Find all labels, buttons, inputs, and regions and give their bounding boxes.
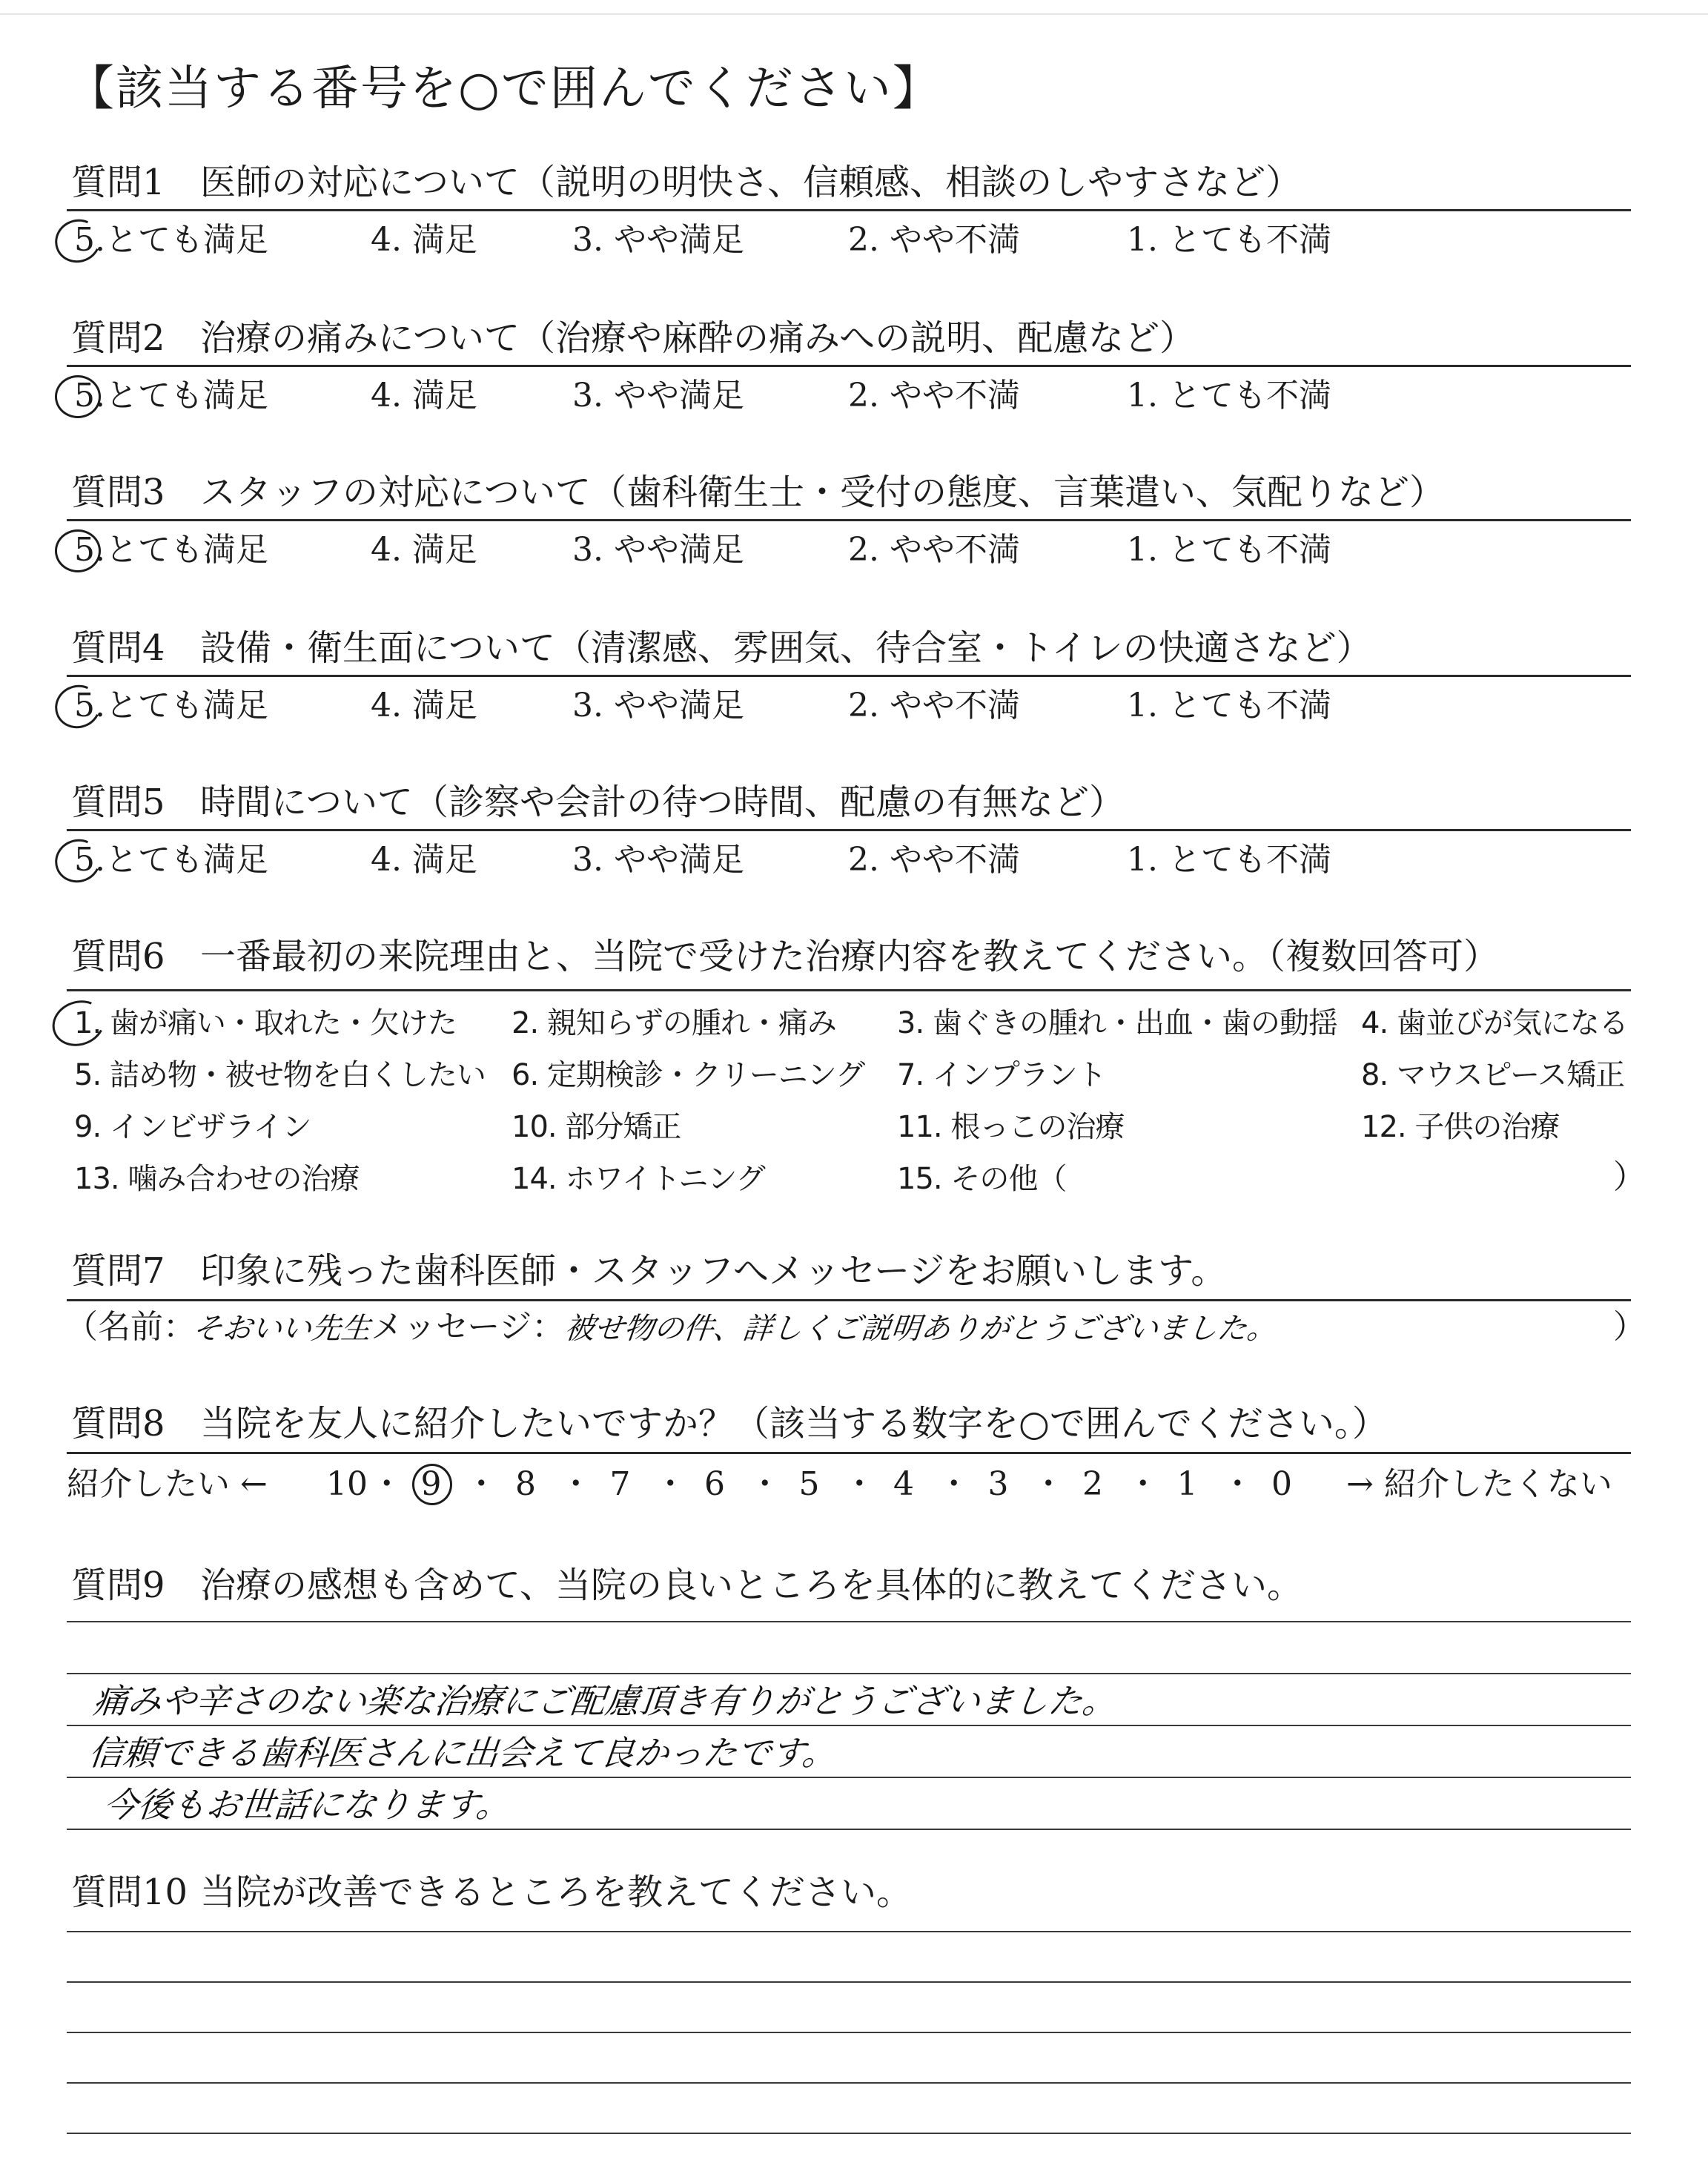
q9-text: 治療の感想も含めて、当院の良いところを具体的に教えてください。 [200, 1565, 1303, 1606]
q6-option[interactable]: 1. 歯が痛い・取れた・欠けた [74, 1006, 457, 1040]
q3-option[interactable]: 5.とても満足 [74, 531, 268, 569]
q3-option[interactable]: 4. 満足 [371, 531, 477, 569]
q5-text: 時間について（診察や会計の待つ時間、配慮の有無など） [200, 782, 1125, 823]
q3-number: 質問3 [71, 472, 165, 513]
q4-option[interactable]: 3. やや満足 [572, 687, 744, 724]
q6-option[interactable]: 2. 親知らずの腫れ・痛み [512, 1006, 836, 1040]
q8-scale-number[interactable]: 10 [326, 1465, 368, 1503]
q7-message-value[interactable]: 被せ物の件、詳しくご説明ありがとうございました。 [563, 1312, 1279, 1346]
q9-answer-line [67, 1673, 1631, 1674]
q6-option[interactable]: 6. 定期検診・クリーニング [512, 1058, 865, 1092]
q6-option[interactable]: 3. 歯ぐきの腫れ・出血・歯の動揺 [897, 1006, 1337, 1040]
q8-number: 質問8 [71, 1403, 165, 1444]
q7-number: 質問7 [71, 1250, 165, 1292]
q10-answer-line [67, 2032, 1631, 2033]
q4-option[interactable]: 4. 満足 [371, 687, 477, 724]
q1-option[interactable]: 4. 満足 [371, 221, 477, 259]
page-edge [0, 13, 1708, 15]
q8-text: 当院を友人に紹介したいですか？（該当する数字を○で囲んでください。） [200, 1403, 1388, 1444]
q6-option[interactable]: 10. 部分矯正 [512, 1110, 681, 1144]
q3-rule [67, 519, 1631, 521]
q9-title [71, 1565, 1302, 1606]
q9-answer-text[interactable]: 痛みや辛さのない楽な治療にご配慮頂き有りがとうございました。 [91, 1681, 1119, 1721]
q1-rule [67, 209, 1631, 211]
q10-answer-line [67, 1931, 1631, 1932]
q10-answer-line [67, 2082, 1631, 2084]
q4-option[interactable]: 2. やや不満 [848, 687, 1020, 724]
q10-answer-line [67, 1981, 1631, 1983]
q7-name-prefix: （名前： [65, 1308, 196, 1346]
q6-close-paren: ） [1613, 1158, 1646, 1196]
q2-option[interactable]: 3. やや満足 [572, 377, 744, 415]
q9-answer-text[interactable]: 今後もお世話になります。 [102, 1785, 513, 1825]
q1-text: 医師の対応について（説明の明快さ、信頼感、相談のしやすさなど） [200, 162, 1302, 203]
q6-option[interactable]: 15. その他（ [897, 1162, 1067, 1196]
q8-scale-separator: ・ [370, 1465, 403, 1503]
q1-number: 質問1 [71, 162, 165, 203]
q8-scale-separator: ・ [748, 1465, 781, 1503]
q1-title [71, 162, 1301, 203]
q9-answer-text[interactable]: 信頼できる歯科医さんに出会えて良かったです。 [87, 1733, 839, 1773]
q10-text: 当院が改善できるところを教えてください。 [200, 1872, 913, 1913]
q1-option[interactable]: 5.とても満足 [74, 221, 268, 259]
q7-rule [67, 1299, 1631, 1301]
q5-option[interactable]: 4. 満足 [371, 841, 477, 879]
q1-option[interactable]: 2. やや不満 [848, 221, 1020, 259]
q6-number: 質問6 [71, 936, 165, 977]
q6-option[interactable]: 9. インビザライン [74, 1110, 311, 1144]
q8-right-label: → 紹介したくない [1346, 1465, 1612, 1503]
q7-title [71, 1250, 1226, 1292]
q6-option[interactable]: 5. 詰め物・被せ物を白くしたい [74, 1058, 486, 1092]
q2-option[interactable]: 2. やや不満 [848, 377, 1020, 415]
q3-option[interactable]: 1. とても不満 [1127, 531, 1331, 569]
q8-scale-number[interactable]: 5 [798, 1465, 820, 1503]
q8-scale-separator: ・ [559, 1465, 592, 1503]
q10-title [71, 1872, 912, 1913]
q8-scale-separator: ・ [1126, 1465, 1159, 1503]
q9-number: 質問9 [71, 1565, 165, 1606]
q8-scale-separator: ・ [843, 1465, 876, 1503]
q5-option[interactable]: 3. やや満足 [572, 841, 744, 879]
q2-option[interactable]: 4. 満足 [371, 377, 477, 415]
q8-scale-number[interactable]: 9 [420, 1465, 442, 1503]
q8-scale-number[interactable]: 8 [515, 1465, 536, 1503]
q5-number: 質問5 [71, 782, 165, 823]
q6-option[interactable]: 7. インプラント [897, 1058, 1106, 1092]
q9-answer-line [67, 1777, 1631, 1778]
q8-scale-separator: ・ [1032, 1465, 1065, 1503]
q5-option[interactable]: 5.とても満足 [74, 841, 268, 879]
q8-rule [67, 1452, 1631, 1454]
q4-rule [67, 675, 1631, 677]
q9-answer-line [67, 1621, 1631, 1622]
q2-option[interactable]: 1. とても不満 [1127, 377, 1331, 415]
q5-title [71, 782, 1125, 823]
q6-option[interactable]: 14. ホワイトニング [512, 1162, 765, 1196]
q5-rule [67, 829, 1631, 831]
q6-rule [67, 989, 1631, 991]
q8-scale-number[interactable]: 7 [609, 1465, 631, 1503]
q1-option[interactable]: 3. やや満足 [572, 221, 744, 259]
q2-number: 質問2 [71, 317, 165, 359]
q4-option[interactable]: 1. とても不満 [1127, 687, 1331, 724]
q2-title [71, 317, 1195, 359]
q7-name-value[interactable]: そおいい先生 [191, 1312, 373, 1346]
q8-scale-number[interactable]: 0 [1271, 1465, 1292, 1503]
q1-option[interactable]: 1. とても不満 [1127, 221, 1331, 259]
q10-number: 質問10 [71, 1872, 188, 1913]
q3-text: スタッフの対応について（歯科衛生士・受付の態度、言葉遣い、気配りなど） [200, 472, 1446, 513]
q9-answer-line [67, 1725, 1631, 1726]
q8-scale-number[interactable]: 2 [1082, 1465, 1103, 1503]
q2-rule [67, 365, 1631, 367]
q7-message-label: メッセージ： [371, 1308, 565, 1346]
q6-option[interactable]: 4. 歯並びが気になる [1361, 1006, 1628, 1040]
q6-option[interactable]: 8. マウスピース矯正 [1361, 1058, 1625, 1092]
q8-scale-separator: ・ [1221, 1465, 1254, 1503]
q5-option[interactable]: 2. やや不満 [848, 841, 1020, 879]
page-header: 【該当する番号を○で囲んでください】 [67, 62, 941, 116]
q5-option[interactable]: 1. とても不満 [1127, 841, 1331, 879]
q8-scale-separator: ・ [465, 1465, 498, 1503]
q10-answer-line [67, 2133, 1631, 2134]
q8-scale-separator: ・ [654, 1465, 687, 1503]
q4-option[interactable]: 5.とても満足 [74, 687, 268, 724]
q6-option[interactable]: 11. 根っこの治療 [897, 1110, 1125, 1144]
q8-left-label: 紹介したい ← [67, 1465, 268, 1503]
q3-option[interactable]: 2. やや不満 [848, 531, 1020, 569]
q8-scale-number[interactable]: 4 [893, 1465, 914, 1503]
q7-text: 印象に残った歯科医師・スタッフへメッセージをお願いします。 [200, 1250, 1227, 1292]
q4-number: 質問4 [71, 627, 165, 669]
q6-title [71, 936, 1499, 977]
q4-text: 設備・衛生面について（清潔感、雰囲気、待合室・トイレの快適さなど） [200, 627, 1372, 669]
q7-close-paren: ） [1613, 1308, 1646, 1346]
q8-scale-separator: ・ [937, 1465, 970, 1503]
q6-option[interactable]: 13. 噛み合わせの治療 [74, 1162, 360, 1196]
q6-option[interactable]: 12. 子供の治療 [1361, 1110, 1560, 1144]
q8-title [71, 1403, 1388, 1444]
q3-title [71, 472, 1445, 513]
q4-title [71, 627, 1372, 669]
q8-scale-number[interactable]: 3 [987, 1465, 1009, 1503]
q8-scale-number[interactable]: 6 [704, 1465, 725, 1503]
q2-option[interactable]: 5.とても満足 [74, 377, 268, 415]
q8-scale-number[interactable]: 1 [1176, 1465, 1198, 1503]
q2-text: 治療の痛みについて（治療や麻酔の痛みへの説明、配慮など） [200, 317, 1196, 359]
q6-text: 一番最初の来院理由と、当院で受けた治療内容を教えてください。（複数回答可） [200, 936, 1500, 977]
q3-option[interactable]: 3. やや満足 [572, 531, 744, 569]
q9-answer-line [67, 1829, 1631, 1830]
